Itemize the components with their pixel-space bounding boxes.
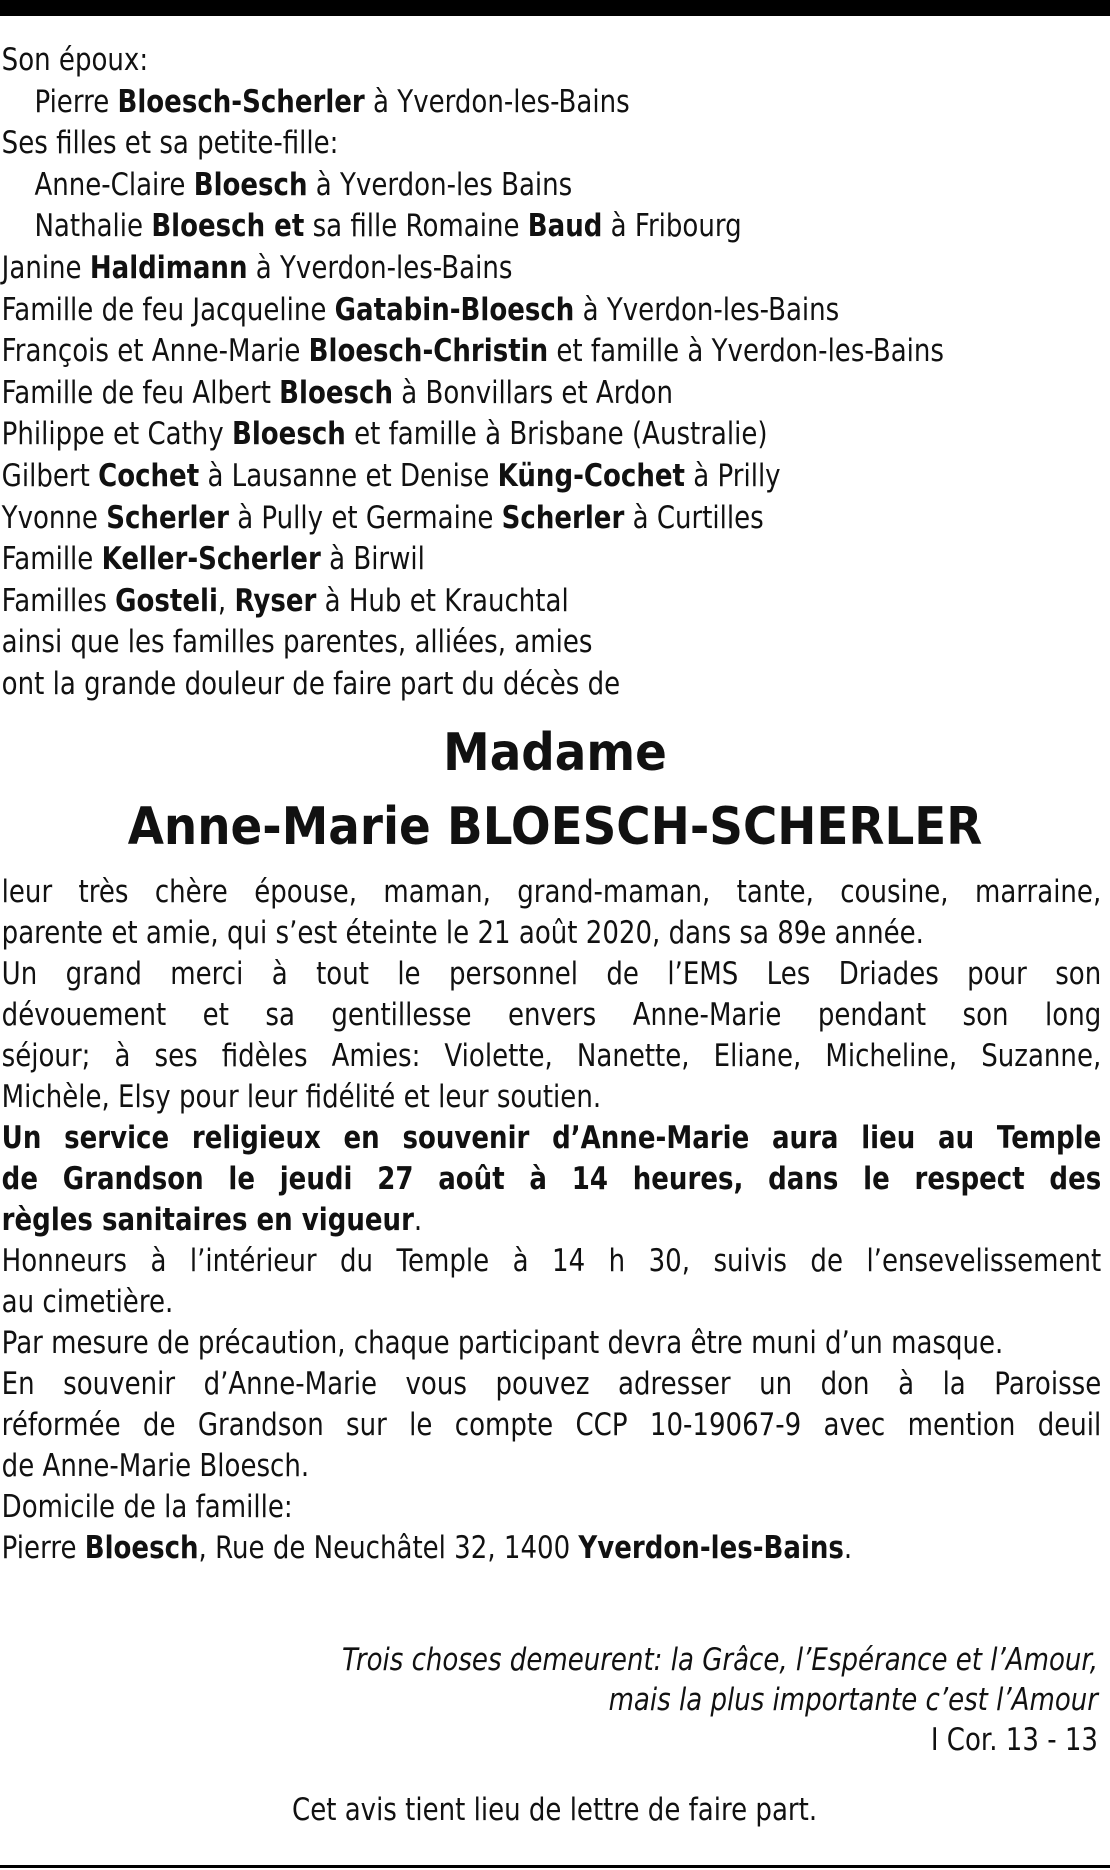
given-name: Famille de feu Albert bbox=[1, 374, 280, 411]
body-line: parente et amie, qui s’est éteinte le 21 août 2020, dans sa 89e année. bbox=[1, 914, 924, 951]
surname: Gatabin-Bloesch bbox=[334, 291, 575, 328]
surname: Küng-Cochet bbox=[497, 457, 686, 494]
surname: Scherler bbox=[501, 499, 625, 536]
quote-line: mais la plus importante c’est l’Amour bbox=[608, 1682, 1098, 1718]
family-line-9 bbox=[0, 581, 1110, 623]
text: à Lausanne et Denise bbox=[199, 457, 498, 494]
given-name: Famille de feu Jacqueline bbox=[1, 291, 335, 328]
spouse-heading bbox=[0, 40, 1110, 82]
given-name: Janine bbox=[1, 249, 90, 286]
body-line: de Anne-Marie Bloesch. bbox=[1, 1447, 310, 1484]
body-line: séjour; à ses fidèles Amies: Violette, Nanette, Eliane, Micheline, Suzanne, bbox=[1, 1037, 1102, 1074]
location: à Hub et Krauchtal bbox=[316, 582, 569, 619]
given-name: Nathalie bbox=[34, 208, 152, 245]
location: à Bonvillars et Ardon bbox=[392, 374, 673, 411]
body-line: au cimetière. bbox=[1, 1283, 174, 1320]
body-line: En souvenir d’Anne-Marie vous pouvez adresser un don à la Paroisse bbox=[1, 1365, 1102, 1402]
street-address: , Rue de Neuchâtel 32, 1400 bbox=[198, 1529, 579, 1566]
family-address bbox=[2, 1528, 1102, 1569]
given-name: Famille bbox=[1, 541, 102, 578]
surname: Ryser bbox=[234, 582, 317, 619]
surname: Baud bbox=[527, 208, 603, 245]
service-line: Un service religieux en souvenir d’Anne-Marie aura lieu au Temple bbox=[1, 1119, 1102, 1156]
obituary-notice bbox=[0, 40, 1110, 1569]
surname: Bloesch et bbox=[151, 208, 305, 245]
body-line: leur très chère épouse, maman, grand-maman, tante, cousine, marraine, bbox=[1, 873, 1102, 910]
body-line: Honneurs à l’intérieur du Temple à 14 h 30, suivis de l’ensevelissement bbox=[1, 1242, 1102, 1279]
body-line: Un grand merci à tout le personnel de l’EMS Les Driades pour son bbox=[1, 955, 1102, 992]
given-name: Familles bbox=[1, 582, 116, 619]
location: à Curtilles bbox=[624, 499, 764, 536]
surname: Cochet bbox=[98, 457, 200, 494]
text: à Pully et Germaine bbox=[228, 499, 502, 536]
location: à Birwil bbox=[320, 541, 425, 578]
given-name: Pierre bbox=[34, 83, 118, 120]
surname: Bloesch bbox=[231, 416, 346, 453]
location: à Prilly bbox=[685, 457, 781, 494]
family-line-daughter-1 bbox=[0, 165, 1110, 207]
family-line-2 bbox=[0, 290, 1110, 332]
location: à Yverdon-les-Bains bbox=[247, 249, 513, 286]
family-line-10: ainsi que les familles parentes, alliées, amies bbox=[1, 624, 593, 661]
given-name: Anne-Claire bbox=[34, 166, 194, 203]
closing-note bbox=[0, 1790, 1110, 1830]
given-name: Yvonne bbox=[1, 499, 107, 536]
family-line-daughter-2 bbox=[0, 206, 1110, 248]
text: sa fille Romaine bbox=[304, 208, 528, 245]
service-line: de Grandson le jeudi 27 août à 14 heures, dans le respect des bbox=[1, 1160, 1102, 1197]
spouse-heading-text: Son époux: bbox=[1, 42, 149, 78]
top-rule bbox=[0, 0, 1110, 16]
closing-text: Cet avis tient lieu de lettre de faire part. bbox=[292, 1792, 818, 1828]
body-line: dévouement et sa gentillesse envers Anne-Marie pendant son long bbox=[1, 996, 1102, 1033]
city: Yverdon-les-Bains bbox=[578, 1529, 844, 1566]
surname: Bloesch-Christin bbox=[308, 333, 549, 370]
deceased-title: Madame bbox=[443, 722, 667, 783]
bottom-rule bbox=[0, 1865, 1110, 1868]
given-name: Gilbert bbox=[1, 457, 99, 494]
service-line-end bbox=[2, 1200, 1102, 1241]
family-line-7 bbox=[0, 498, 1110, 540]
period: . bbox=[413, 1201, 423, 1238]
daughters-heading-text: Ses filles et sa petite-fille: bbox=[1, 125, 339, 162]
family-line-8 bbox=[0, 539, 1110, 581]
text: , bbox=[217, 582, 235, 619]
surname: Bloesch-Scherler bbox=[117, 83, 365, 120]
family-line-4 bbox=[0, 373, 1110, 415]
family-line-spouse bbox=[0, 82, 1110, 124]
surname: Haldimann bbox=[89, 249, 248, 286]
period: . bbox=[843, 1529, 853, 1566]
location: et famille à Yverdon-les-Bains bbox=[548, 333, 945, 370]
location: à Yverdon-les-Bains bbox=[364, 83, 630, 120]
quote-line: Trois choses demeurent: la Grâce, l’Espérance et l’Amour, bbox=[341, 1642, 1098, 1678]
notice-body bbox=[0, 872, 1101, 1569]
family-line-11: ont la grande douleur de faire part du décès de bbox=[1, 665, 621, 702]
daughters-heading bbox=[0, 123, 1110, 165]
surname: Bloesch bbox=[193, 166, 308, 203]
given-name: François et Anne-Marie bbox=[1, 333, 309, 370]
domicile-heading: Domicile de la famille: bbox=[1, 1488, 293, 1525]
body-line: réformée de Grandson sur le compte CCP 10-19067-9 avec mention deuil bbox=[1, 1406, 1102, 1443]
given-name: Philippe et Cathy bbox=[1, 416, 232, 453]
family-line-1 bbox=[0, 248, 1110, 290]
surname: Bloesch bbox=[279, 374, 393, 411]
location: et famille à Brisbane (Australie) bbox=[345, 416, 768, 453]
surname: Gosteli bbox=[115, 582, 218, 619]
deceased-name: Anne-Marie BLOESCH-SCHERLER bbox=[127, 796, 983, 857]
location: à Fribourg bbox=[602, 208, 742, 245]
body-line: Michèle, Elsy pour leur fidélité et leur soutien. bbox=[1, 1078, 602, 1115]
service-text: règles sanitaires en vigueur bbox=[1, 1201, 414, 1238]
family-line-5 bbox=[0, 414, 1110, 456]
bible-quote bbox=[198, 1640, 1098, 1760]
family-line-3 bbox=[0, 331, 1110, 373]
family-line-6 bbox=[0, 456, 1110, 498]
location: à Yverdon-les Bains bbox=[307, 166, 573, 203]
body-line: Par mesure de précaution, chaque participant devra être muni d’un masque. bbox=[1, 1324, 1004, 1361]
surname: Keller-Scherler bbox=[101, 541, 321, 578]
location: à Yverdon-les-Bains bbox=[574, 291, 840, 328]
surname: Scherler bbox=[106, 499, 229, 536]
surname: Bloesch bbox=[84, 1529, 199, 1566]
given-name: Pierre bbox=[1, 1529, 85, 1566]
quote-reference: I Cor. 13 - 13 bbox=[930, 1722, 1098, 1758]
